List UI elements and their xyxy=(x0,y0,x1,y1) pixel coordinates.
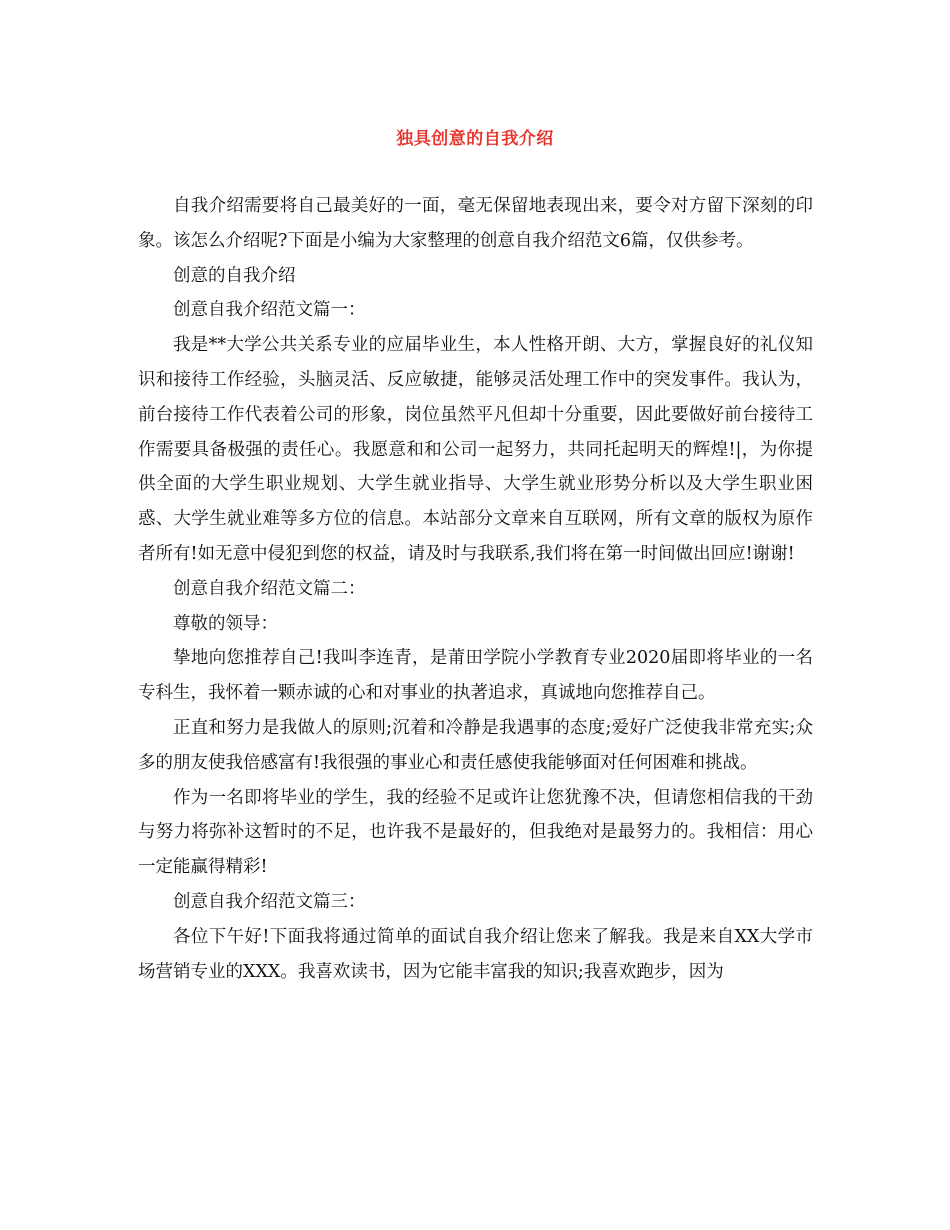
section-heading-essay-3: 创意自我介绍范文篇三： xyxy=(173,891,366,912)
essay-2-salutation: 尊敬的领导： xyxy=(173,613,278,634)
section-heading: 创意的自我介绍 xyxy=(173,265,296,286)
essay-2-paragraph-3: 作为一名即将毕业的学生，我的经验不足或许让您犹豫不决，但请您相信我的干劲与努力将弥补这暂时的不足，也许我不是最好的，但我绝对是最努力的。我相信：用心一定能赢得精彩! xyxy=(138,787,813,878)
intro-paragraph: 自我介绍需要将自己最美好的一面，毫无保留地表现出来，要令对方留下深刻的印象。该怎么介绍呢?下面是小编为大家整理的创意自我介绍范文6篇，仅供参考。 xyxy=(138,196,813,251)
section-heading-essay-1: 创意自我介绍范文篇一： xyxy=(173,300,366,321)
essay-3-paragraph: 各位下午好!下面我将通过简单的面试自我介绍让您来了解我。我是来自XX大学市场营销专业的XXX。我喜欢读书，因为它能丰富我的知识;我喜欢跑步，因为 xyxy=(138,926,813,982)
section-heading-essay-2: 创意自我介绍范文篇二： xyxy=(173,578,366,599)
document-title: 独具创意的自我介绍 xyxy=(396,129,554,149)
essay-2-paragraph-1: 挚地向您推荐自己!我叫李连青，是莆田学院小学教育专业2020届即将毕业的一名专科生，我怀着一颗赤诚的心和对事业的执著追求，真诚地向您推荐自己。 xyxy=(138,648,813,704)
essay-2-paragraph-2: 正直和努力是我做人的原则;沉着和冷静是我遇事的态度;爱好广泛使我非常充实;众多的朋友使我倍感富有!我很强的事业心和责任感使我能够面对任何困难和挑战。 xyxy=(138,717,813,773)
document-body xyxy=(138,189,813,989)
essay-1-paragraph: 我是**大学公共关系专业的应届毕业生，本人性格开朗、大方，掌握良好的礼仪知识和接待工作经验，头脑灵活、反应敏捷，能够灵活处理工作中的突发事件。我认为，前台接待工作代表着公司的形象，岗位虽然平凡但却十分重要，因此要做好前台接待工作需要具备极强的责任心。我愿意和和公司一起努力，共同托起明天的辉煌!|，为你提供全面的大学生职业规划、大学生就业指导、大学生就业形势分析以及大学生职业困惑、大学生就业难等多方位的信息。本站部分文章来自互联网，所有文章的版权为原作者所有!如无意中侵犯到您的权益，请及时与我联系,我们将在第一时间做出回应!谢谢! xyxy=(138,335,813,564)
